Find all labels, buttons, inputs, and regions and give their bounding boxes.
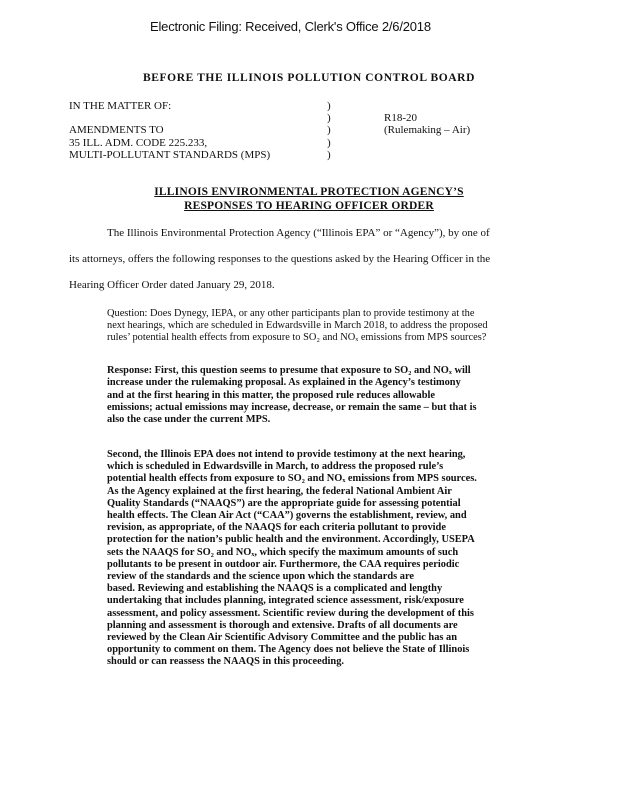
second-line: protection for the nation’s public health and the environment. Accordingly, USEPA: [107, 534, 475, 546]
second-line: pollutants to be present in outdoor air. Furthermore, the CAA requires periodic: [107, 558, 460, 570]
caption-row: [69, 137, 549, 149]
intro-line: its attorneys, offers the following responses to the questions asked by the Hearing Officer in the: [69, 253, 491, 265]
filing-stamp: Electronic Filing: Received, Clerk's Office 2/6/2018: [150, 19, 431, 34]
intro-line: The Illinois Environmental Protection Agency (“Illinois EPA” or “Agency”), by one of: [107, 227, 490, 239]
caption-paren: ): [327, 112, 331, 125]
second-line: sets the NAAQS for SO₂ and NOₓ, which specify the maximum amounts of such: [107, 546, 459, 558]
caption-row: [69, 149, 549, 161]
question-paragraph: [107, 308, 543, 345]
second-line: planning and assessment is thorough and extensive. Drafts of all documents are: [107, 619, 458, 631]
second-line: should or can reassess the NAAQS in this proceeding.: [107, 656, 344, 668]
second-line: As the Agency explained at the first hearing, the federal National Ambient Air: [107, 485, 452, 497]
response-line: and at the first hearing in this matter, the proposed rule reduces allowable: [107, 389, 435, 401]
second-line: potential health effects from exposure to SO₂ and NOₓ emissions from MPS sources.: [107, 473, 477, 485]
second-line: review of the standards and the science upon which the standards are: [107, 571, 415, 583]
response-paragraph: [107, 365, 543, 426]
second-line: health effects. The Clean Air Act (“CAA”) governs the establishment, review, and: [107, 510, 467, 522]
caption-paren: ): [327, 136, 331, 149]
caption-left-text: AMENDMENTS TO: [69, 124, 164, 137]
caption-left-text: 35 ILL. ADM. CODE 225.233,: [69, 136, 208, 149]
second-line: which is scheduled in Edwardsville in March, to address the proposed rule’s: [107, 461, 444, 473]
intro-line: Hearing Officer Order dated January 29, 2018.: [69, 279, 275, 291]
case-caption: [69, 100, 549, 161]
response-line: also the case under the current MPS.: [107, 414, 271, 426]
question-line: Question: Does Dynegy, IEPA, or any other participants plan to provide testimony at the: [107, 308, 475, 319]
second-line: assessment, and policy assessment. Scientific review during the development of this: [107, 607, 474, 619]
response-line: Response: First, this question seems to presume that exposure to SO₂ and NOₓ will: [107, 365, 471, 376]
second-line: based. Reviewing and establishing the NAAQS is a complicated and lengthy: [107, 583, 443, 595]
heading-line: RESPONSES TO HEARING OFFICER ORDER: [184, 199, 434, 212]
second-line: opportunity to comment on them. The Agency does not believe the State of Illinois: [107, 644, 470, 656]
caption-left-text: MULTI-POLLUTANT STANDARDS (MPS): [69, 148, 271, 161]
question-line: rules’ potential health effects from exposure to SO₂ and NOₓ emissions from MPS sources?: [107, 332, 487, 344]
second-line: Quality Standards (“NAAQS”) are the appropriate guide for assessing potential: [107, 497, 461, 509]
second-line: undertaking that includes planning, integrated science assessment, risk/exposure: [107, 595, 464, 607]
intro-paragraph: [69, 226, 549, 304]
caption-left-text: IN THE MATTER OF:: [69, 100, 172, 112]
document-heading: [0, 186, 618, 213]
caption-paren: ): [327, 124, 331, 137]
response-line: increase under the rulemaking proposal. As explained in the Agency’s testimony: [107, 377, 461, 389]
docket-number: R18-20: [384, 112, 417, 125]
caption-paren: ): [327, 148, 331, 161]
caption-row: [69, 124, 549, 136]
second-line: Second, the Illinois EPA does not intend to provide testimony at the next hearing,: [107, 449, 466, 460]
second-line: revision, as appropriate, of the NAAQS for each criteria pollutant to provide: [107, 522, 446, 534]
board-title: BEFORE THE ILLINOIS POLLUTION CONTROL BOARD: [142, 72, 475, 84]
second-line: reviewed by the Clean Air Scientific Advisory Committee and the public has an: [107, 632, 458, 644]
caption-row: [69, 100, 549, 112]
heading-line: ILLINOIS ENVIRONMENTAL PROTECTION AGENCY’S: [154, 186, 464, 198]
caption-paren: ): [327, 100, 331, 112]
docket-type: (Rulemaking – Air): [384, 124, 471, 137]
response-line: emissions; actual emissions may increase, decrease, or remain the same – but that is: [107, 401, 477, 413]
question-line: next hearings, which are scheduled in Edwardsville in March 2018, to address the proposed: [107, 320, 488, 332]
caption-row: [69, 112, 549, 124]
second-paragraph: [107, 449, 543, 669]
